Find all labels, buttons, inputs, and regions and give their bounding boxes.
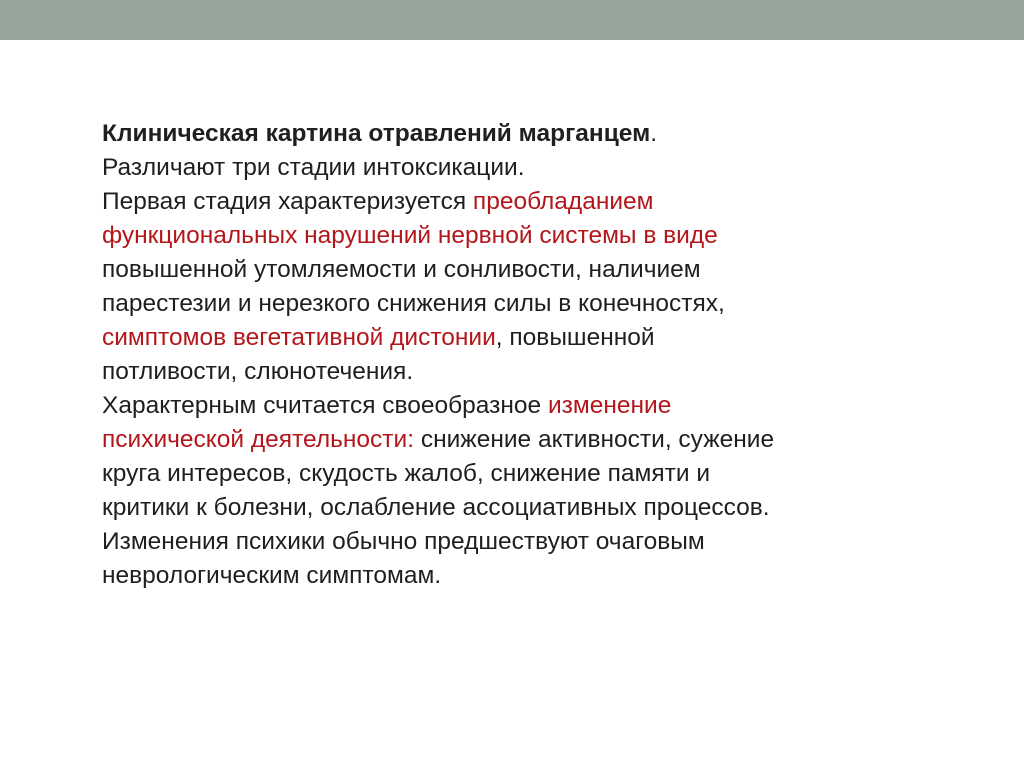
highlighted-text: преобладанием [472, 188, 654, 215]
highlighted-text: изменение [547, 392, 672, 419]
text-line-9 [102, 389, 942, 423]
text-run: парестезии и нерезкого снижения силы в конечностях, [102, 290, 725, 317]
text-run: Различают три стадии интоксикации. [102, 154, 525, 181]
text-run: Характерным считается своеобразное [102, 392, 548, 419]
text-line-4 [102, 219, 942, 253]
slide-text-body [102, 117, 942, 593]
text-run: повышенной утомляемости и сонливости, наличием [102, 256, 701, 283]
text-run: . [650, 120, 657, 147]
text-run: Изменения психики обычно предшествуют очаговым [102, 528, 705, 555]
text-line-10 [102, 423, 942, 457]
highlighted-text: симптомов вегетативной дистонии [102, 324, 496, 351]
text-line-6 [102, 287, 942, 321]
text-line-1 [102, 117, 942, 151]
text-run: Первая стадия характеризуется [102, 188, 473, 215]
text-run: , повышенной [495, 324, 655, 351]
text-line-7 [102, 321, 942, 355]
text-line-2 [102, 151, 942, 185]
text-line-12 [102, 491, 942, 525]
text-run: снижение активности, сужение [414, 426, 775, 453]
slide-heading: Клиническая картина отравлений марганцем [102, 120, 651, 147]
text-line-5 [102, 253, 942, 287]
text-line-3 [102, 185, 942, 219]
text-run: потливости, слюнотечения. [102, 358, 414, 385]
text-run: круга интересов, скудость жалоб, снижение памяти и [102, 460, 711, 487]
highlighted-text: функциональных нарушений нервной системы в виде [102, 222, 718, 249]
text-line-13 [102, 525, 942, 559]
highlighted-text: психической деятельности: [102, 426, 415, 453]
text-line-14 [102, 559, 942, 593]
text-line-8 [102, 355, 942, 389]
top-accent-bar [0, 0, 1024, 40]
text-run: критики к болезни, ослабление ассоциативных процессов. [102, 494, 770, 521]
text-line-11 [102, 457, 942, 491]
text-run: неврологическим симптомам. [102, 562, 442, 589]
